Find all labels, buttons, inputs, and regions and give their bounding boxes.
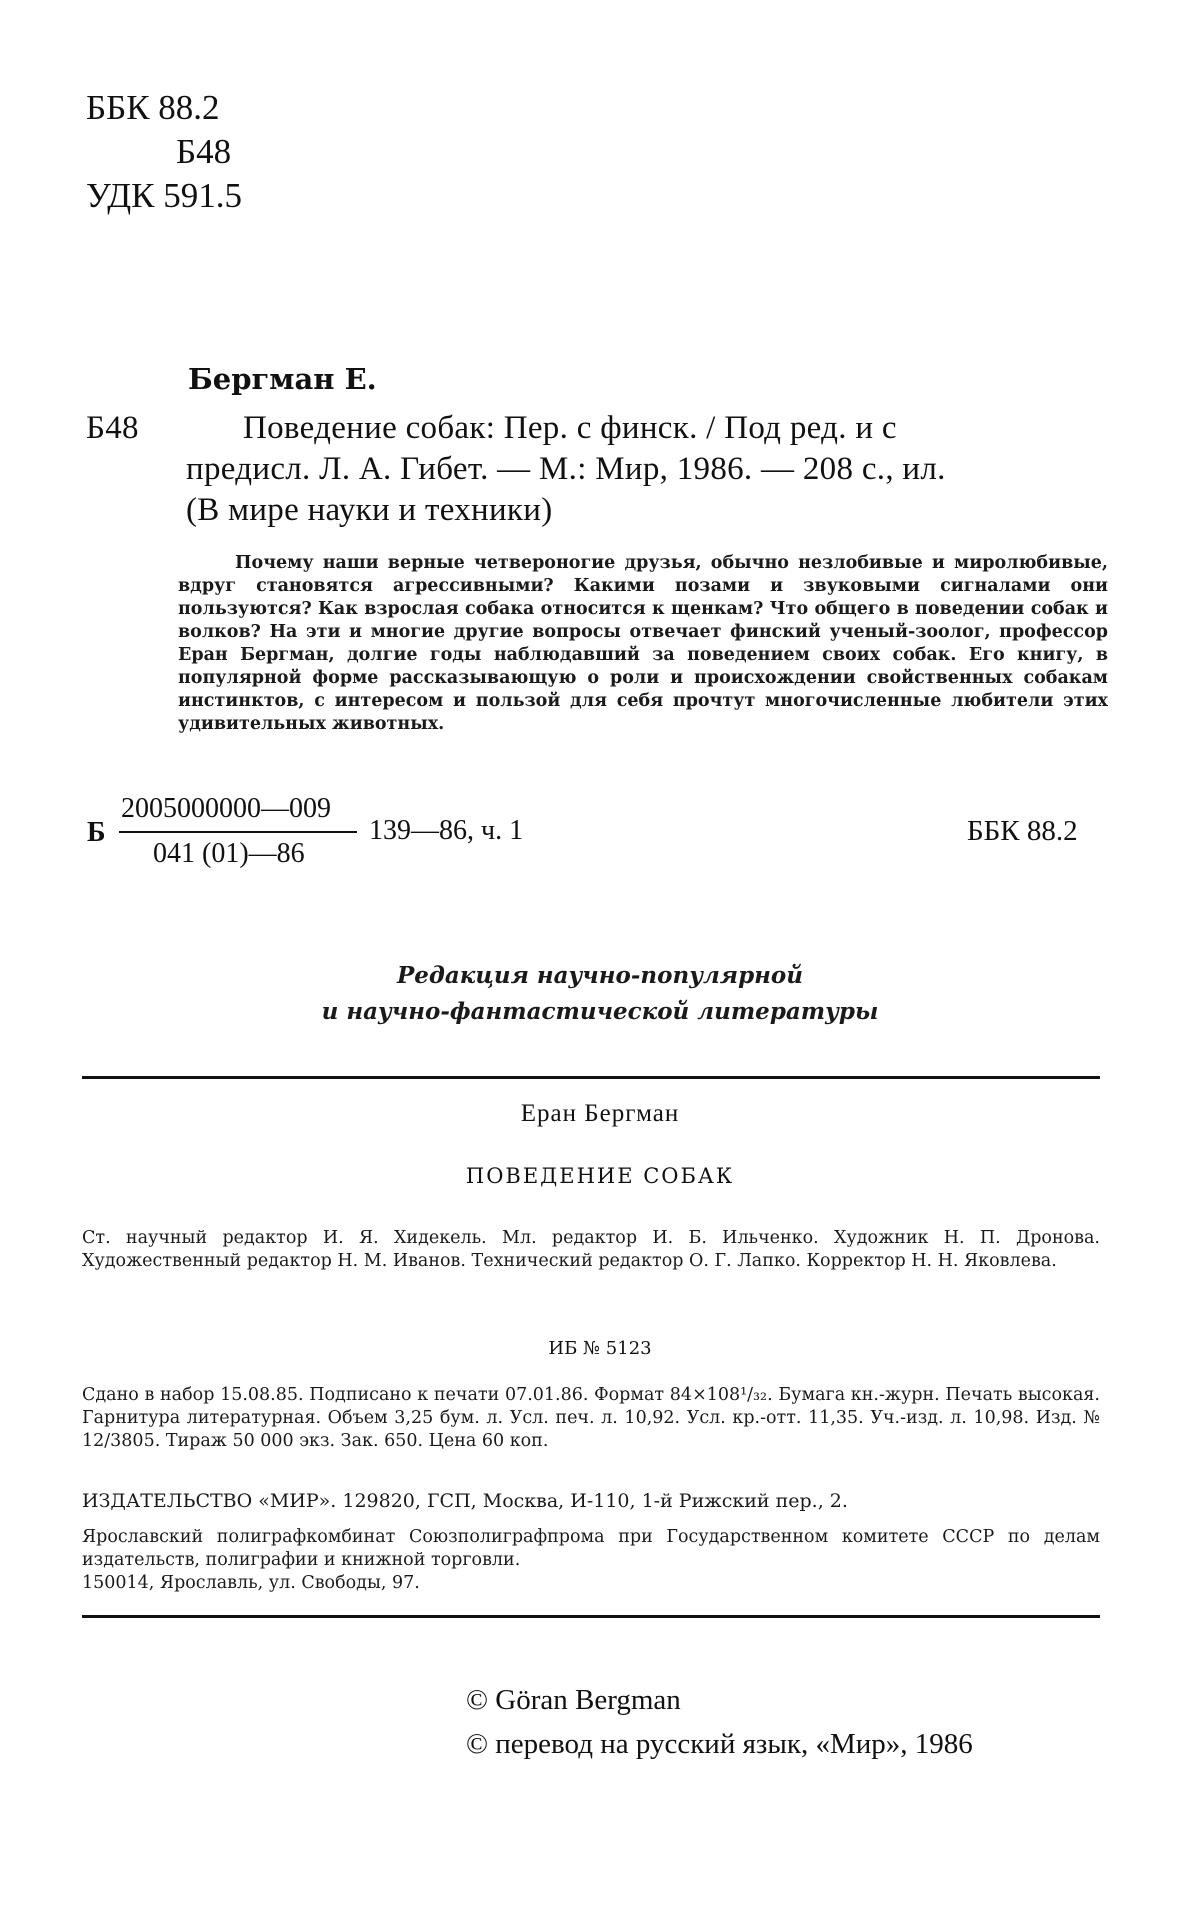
ib-number: ИБ № 5123 (0, 1338, 1200, 1359)
fraction-bar (119, 831, 357, 833)
catalog-mark: Б48 (86, 409, 139, 447)
print-info-text: Сдано в набор 15.08.85. Подписано к печати 07.01.86. Формат 84×108¹/₃₂. Бумага кн.-журн. Печать высокая. Гарнитура литературная. Объем 3,25 бум. л. Усл. печ. л. 10,92. Усл. кр.-отт. 11,35. Уч.-изд. л. 10,98. Изд. № 12/3805. Тираж 50 000 экз. Зак. 650. Цена 60 коп. (82, 1384, 1100, 1453)
catalog-line-2: предисл. Л. А. Гибет. — М.: Мир, 1986. — 208 с., ил. (186, 450, 946, 488)
index-bbk: ББК 88.2 (967, 815, 1078, 848)
catalog-series: (В мире науки и техники) (186, 491, 553, 529)
annotation (178, 552, 1108, 736)
index-plan: 139—86, ч. 1 (369, 815, 523, 847)
index-denominator: 041 (01)—86 (153, 838, 305, 870)
edition-line-1: Редакция научно-популярной (0, 960, 1200, 991)
copyright-original: © Göran Bergman (466, 1682, 681, 1718)
catalog-line-1: Поведение собак: Пер. с финск. / Под ред. и с (243, 409, 897, 447)
catalog-author: Бергман Е. (188, 362, 377, 396)
print-info (82, 1384, 1100, 1453)
imprint-author: Еран Бергман (0, 1100, 1200, 1128)
author-mark: Б48 (176, 132, 231, 172)
divider-bottom (82, 1615, 1100, 1618)
divider-top (82, 1076, 1100, 1079)
publisher-text: ИЗДАТЕЛЬСТВО «МИР». 129820, ГСП, Москва, И-110, 1-й Рижский пер., 2. (82, 1490, 1100, 1513)
printer (82, 1526, 1100, 1595)
index-code (87, 793, 1127, 873)
annotation-text: Почему наши верные четвероногие друзья, обычно незлобивые и миролюбивые, вдруг становятся агрессивными? Какими позами и звуковыми сигналами они пользуются? Как взрослая собака относится к щенкам? Что общего в поведении собак и волков? На эти и многие другие вопросы отвечает финский ученый-зоолог, профессор Еран Бергман, долгие годы наблюдавший за поведением своих собак. Его книгу, в популярной форме рассказывающую о роли и происхождении свойственных собакам инстинктов, с интересом и пользой для себя прочтут многочисленные любители этих удивительных животных. (178, 552, 1108, 736)
imprint-staff-text: Ст. научный редактор И. Я. Хидекель. Мл. редактор И. Б. Ильченко. Художник Н. П. Дронова. Художественный редактор Н. М. Иванов. Технический редактор О. Г. Лапко. Корректор Н. Н. Яковлева. (82, 1227, 1100, 1273)
printer-text-2: 150014, Ярославль, ул. Свободы, 97. (82, 1572, 1100, 1595)
printer-text-1: Ярославский полиграфкомбинат Союзполиграфпрома при Государственном комитете СССР по делам издательств, полиграфии и книжной торговли. (82, 1526, 1100, 1572)
edition-line-2: и научно-фантастической литературы (0, 996, 1200, 1027)
index-numerator: 2005000000—009 (121, 793, 331, 825)
imprint-staff (82, 1227, 1100, 1273)
bbk-classification: ББК 88.2 (86, 88, 220, 128)
copyright-translation: © перевод на русский язык, «Мир», 1986 (466, 1726, 973, 1762)
imprint-title: ПОВЕДЕНИЕ СОБАК (0, 1164, 1200, 1188)
udk-classification: УДК 591.5 (86, 176, 242, 216)
index-letter: Б (87, 817, 106, 849)
publisher (82, 1490, 1100, 1513)
